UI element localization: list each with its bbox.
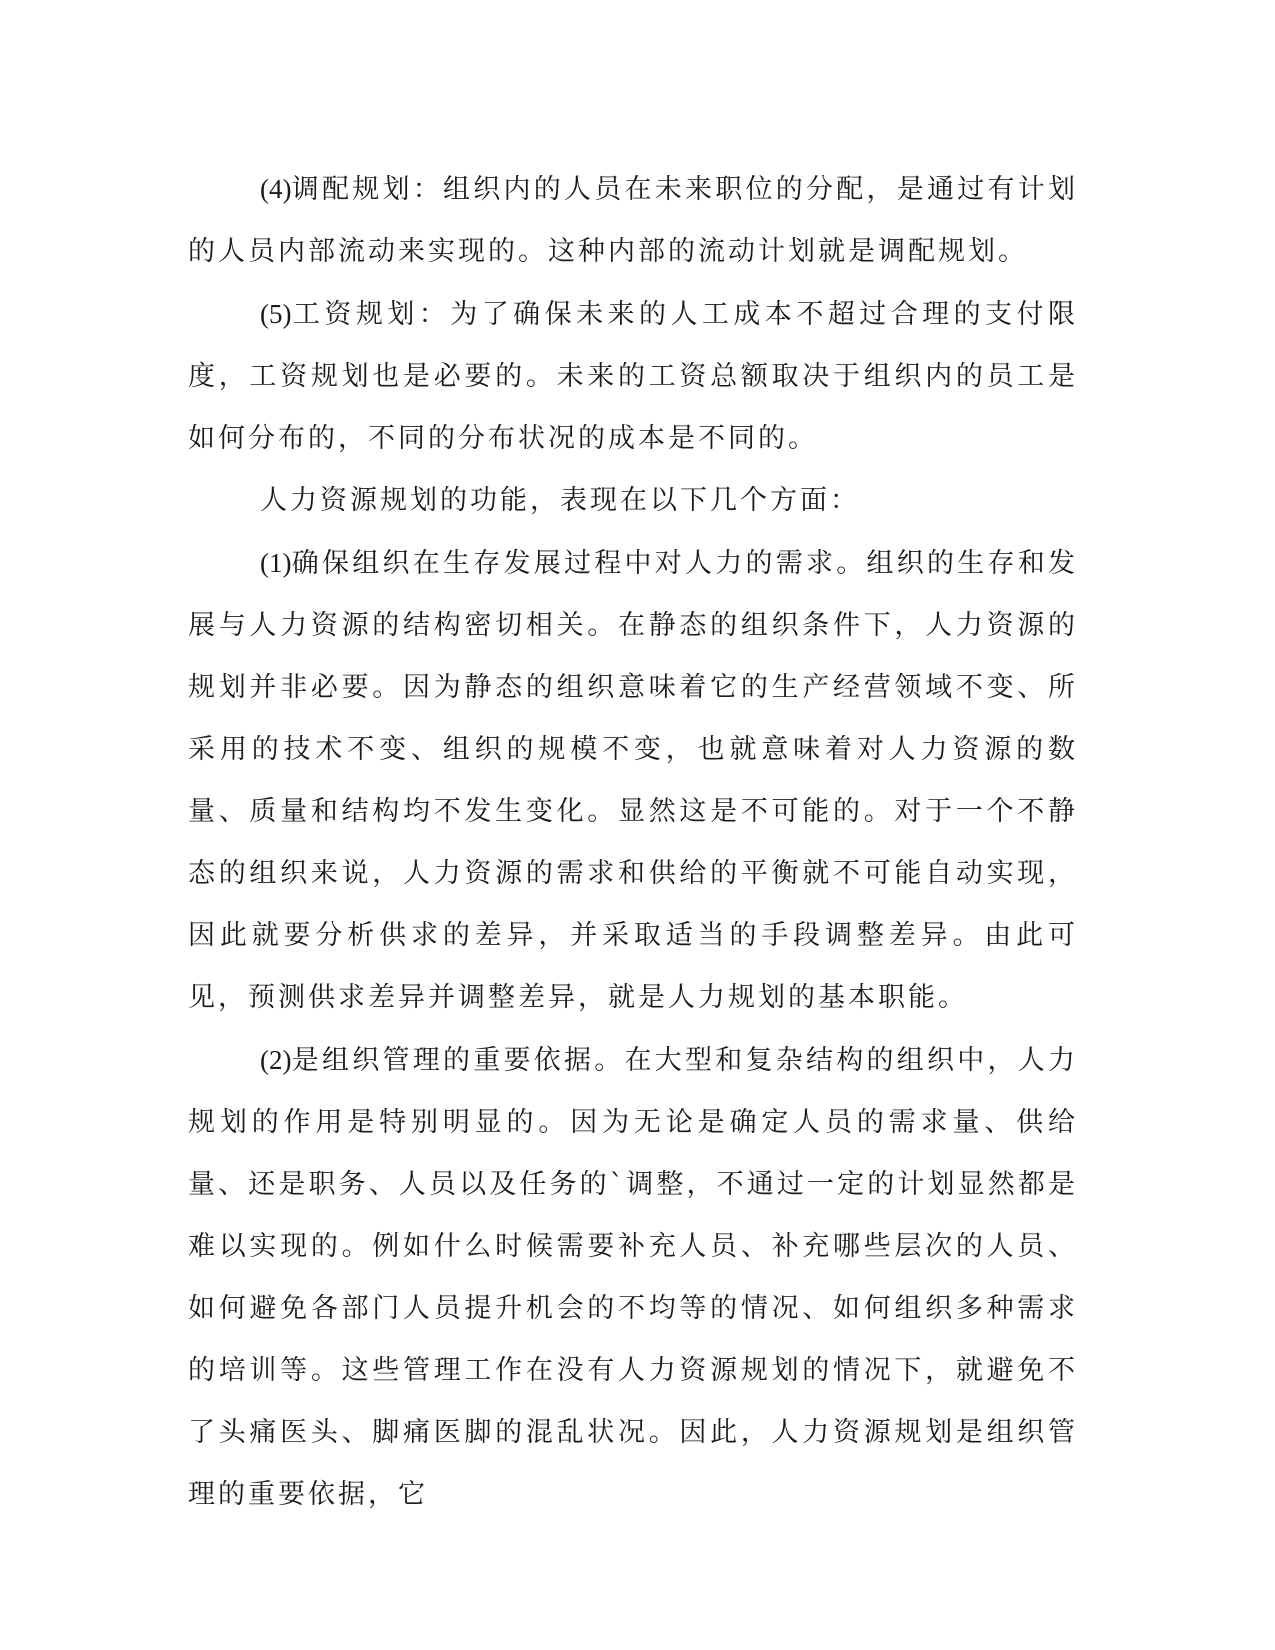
paragraph-marker: (1) <box>260 548 292 578</box>
paragraph-text: 人力资源规划的功能，表现在以下几个方面： <box>260 485 860 516</box>
paragraph-marker: (2) <box>260 1045 292 1075</box>
paragraph-text: 是组织管理的重要依据。在大型和复杂结构的组织中，人力规划的作用是特别明显的。因为无论是确定人员的需求量、供给量、还是职务、人员以及任务的`调整，不通过一定的计划显然都是难以实现的。例如什么时候需要补充人员、补充哪些层次的人员、如何避免各部门人员提升机会的不均等的情况、如何组织多种需求的培训等。这些管理工作在没有人力资源规划的情况下，就避免不了头痛医头、脚痛医脚的混乱状况。因此，人力资源规划是组织管理的重要依据，它 <box>188 1045 1078 1510</box>
paragraph-wage-plan <box>188 283 1078 470</box>
paragraph-function-2 <box>188 1029 1078 1526</box>
paragraph-function-1 <box>188 532 1078 1029</box>
paragraph-text: 确保组织在生存发展过程中对人力的需求。组织的生存和发展与人力资源的结构密切相关。在静态的组织条件下，人力资源的规划并非必要。因为静态的组织意味着它的生产经营领域不变、所采用的技术不变、组织的规模不变，也就意味着对人力资源的数量、质量和结构均不发生变化。显然这是不可能的。对于一个不静态的组织来说，人力资源的需求和供给的平衡就不可能自动实现，因此就要分析供求的差异，并采取适当的手段调整差异。由此可见，预测供求差异并调整差异，就是人力规划的基本职能。 <box>188 548 1078 1013</box>
paragraph-marker: (5) <box>260 299 292 329</box>
paragraph-text: 工资规划：为了确保未来的人工成本不超过合理的支付限度，工资规划也是必要的。未来的工资总额取决于组织内的员工是如何分布的，不同的分布状况的成本是不同的。 <box>188 299 1078 454</box>
paragraph-marker: (4) <box>260 174 292 204</box>
document-body <box>188 158 1078 1526</box>
paragraph-functions-intro <box>188 470 1078 532</box>
paragraph-deployment-plan <box>188 158 1078 283</box>
paragraph-text: 调配规划：组织内的人员在未来职位的分配，是通过有计划的人员内部流动来实现的。这种内部的流动计划就是调配规划。 <box>188 174 1078 267</box>
